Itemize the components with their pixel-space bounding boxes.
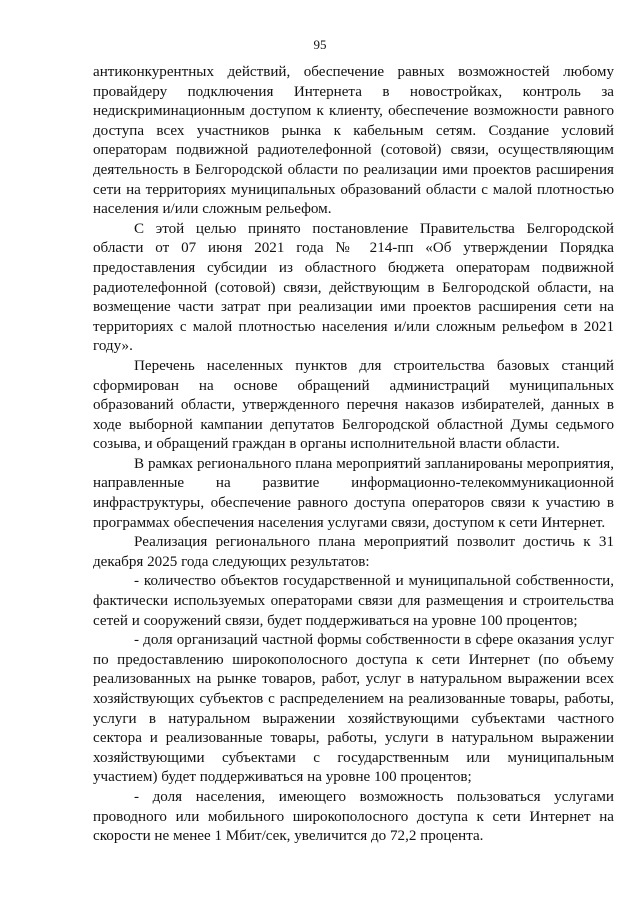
paragraph-expected-results: Реализация регионального плана мероприятий позволит достичь к 31 декабря 2025 года следующих результатов: xyxy=(93,534,614,570)
paragraph-regional-plan: В рамках регионального плана мероприятий запланированы мероприятия, направленные на развитие информационно-телекоммуникационной инфраструктуры, обеспечение равного доступа операторов связи к участию в программах обеспечения населения услугами связи, доступом к сети Интернет. xyxy=(93,455,614,531)
list-item-property-objects: - количество объектов государственной и муниципальной собственности, фактически используемых операторами связи для размещения и строительства сетей и сооружений связи, будет поддерживаться на уровне 100 процентов; xyxy=(93,573,614,629)
page-number: 95 xyxy=(313,37,327,52)
paragraph-competition-measures: антиконкурентных действий, обеспечение равных возможностей любому провайдеру подключения Интернета в новостройках, контроль за недискриминационным доступом к клиенту, обеспечение возможности равного доступа всех участников рынка к кабельным сетям. Создание условий операторам подвижной радиотелефонной (сотовой) связи, осуществляющим деятельность в Белгородской области по реализации ими проектов расширения сети на территориях муниципальных образований области с малой плотностью населения и/или сложным рельефом. xyxy=(93,64,614,218)
paragraph-government-resolution: С этой целью принято постановление Правительства Белгородской области от 07 июня 2021 года № 214-пп «Об утверждении Порядка предоставления субсидии из областного бюджета операторам подвижной радиотелефонной (сотовой) связи, действующим в Белгородской области, на возмещение части затрат при реализации ими проектов расширения сети на территориях с малой плотностью населения и/или сложным рельефом в 2021 году». xyxy=(93,220,614,355)
document-body xyxy=(93,63,614,847)
list-item-private-organizations: - доля организаций частной формы собственности в сфере оказания услуг по предоставлению широкополосного доступа к сети Интернет (по объему реализованных на рынке товаров, работ, услуг в натуральном выражении всех хозяйствующих субъектов с распределением на реализованные товары, работы, услуги в натуральном выражении хозяйствующими субъектами частного сектора и реализованные товары, работы, услуги в натуральном выражении хозяйствующими субъектами с государственным или муниципальным участием) будет поддерживаться на уровне 100 процентов; xyxy=(93,632,614,786)
paragraph-settlements-list: Перечень населенных пунктов для строительства базовых станций сформирован на основе обращений администраций муниципальных образований области, утвержденного перечня наказов избирателей, данных в ходе выборной кампании депутатов Белгородской областной Думы седьмого созыва, и обращений граждан в органы исполнительной власти области. xyxy=(93,357,614,453)
list-item-broadband-population: - доля населения, имеющего возможность пользоваться услугами проводного или мобильного широкополосного доступа к сети Интернет на скорости не менее 1 Мбит/сек, увеличится до 72,2 процента. xyxy=(93,788,614,845)
